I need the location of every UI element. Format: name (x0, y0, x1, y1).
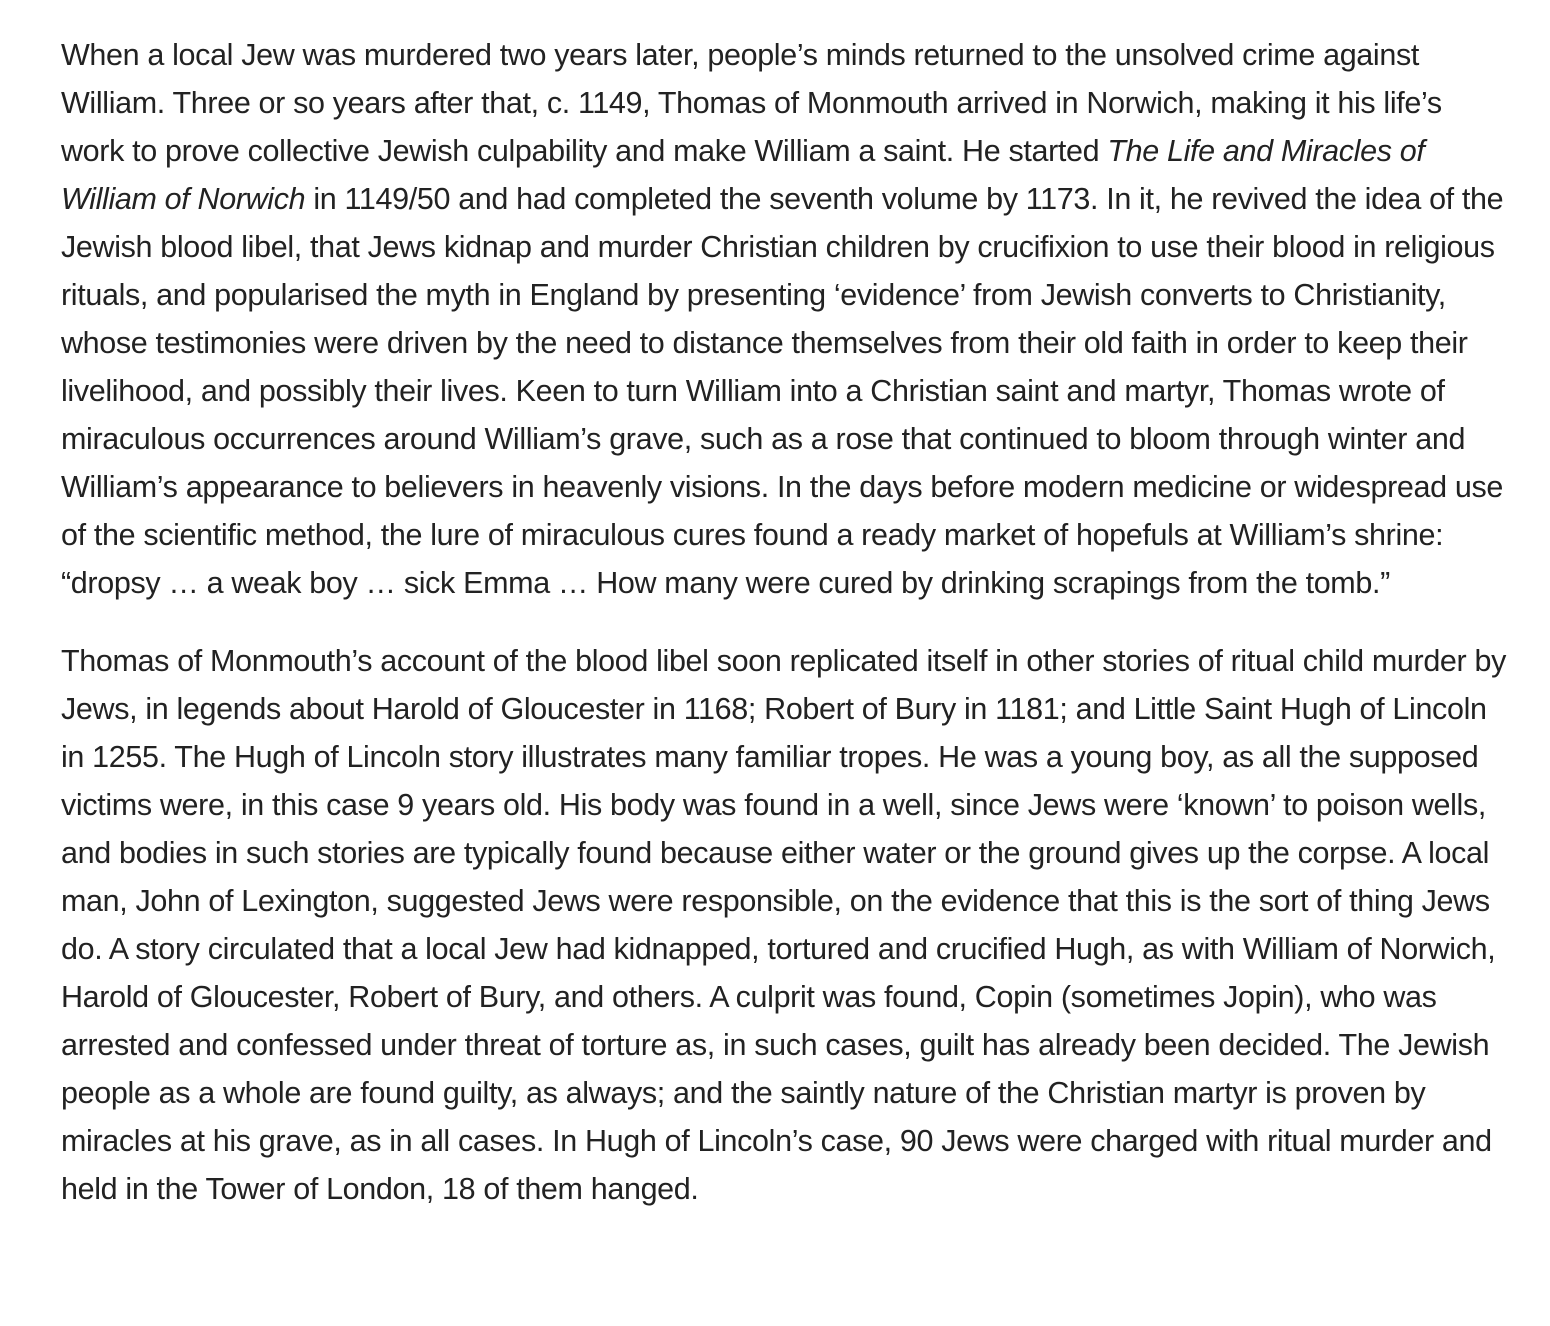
paragraph-text-after-title: in 1149/50 and had completed the seventh volume by 1173. In it, he revived the idea of the Jewish blood libel, that Jews kidnap and murder Christian children by crucifixion to use their blood in religious rituals, and popularised the myth in England by presenting ‘evidence’ from Jewish converts to Christianity, whose testimonies were driven by the need to distance themselves from their old faith in order to keep their livelihood, and possibly their lives. Keen to turn William into a Christian saint and martyr, Thomas wrote of miraculous occurrences around William’s grave, such as a rose that continued to bloom through winter and William’s appearance to believers in heavenly visions. In the days before modern medicine or widespread use of the scientific method, the lure of miraculous cures found a ready market of hopefuls at William’s shrine: “dropsy … a weak boy … sick Emma … How many were cured by drinking scrapings from the tomb.” (61, 182, 1504, 600)
book-title: The Life and Miracles of William of Norwich (61, 134, 1425, 216)
paragraph-blood-libel-stories: Thomas of Monmouth’s account of the blood libel soon replicated itself in other stories of ritual child murder by Jews, in legends about Harold of Gloucester in 1168; Robert of Bury in 1181; and Little Saint Hugh of Lincoln in 1255. The Hugh of Lincoln story illustrates many familiar tropes. He was a young boy, as all the supposed victims were, in this case 9 years old. His body was found in a well, since Jews were ‘known’ to poison wells, and bodies in such stories are typically found because either water or the ground gives up the corpse. A local man, John of Lexington, suggested Jews were responsible, on the evidence that this is the sort of thing Jews do. A story circulated that a local Jew had kidnapped, tortured and crucified Hugh, as with William of Norwich, Harold of Gloucester, Robert of Bury, and others. A culprit was found, Copin (sometimes Jopin), who was arrested and confessed under threat of torture as, in such cases, guilt has already been decided. The Jewish people as a whole are found guilty, as always; and the saintly nature of the Christian martyr is proven by miracles at his grave, as in all cases. In Hugh of Lincoln’s case, 90 Jews were charged with ritual murder and held in the Tower of London, 18 of them hanged. (61, 644, 1506, 1206)
paragraph-thomas-of-monmouth (61, 31, 1506, 607)
paragraph-text-before-title: When a local Jew was murdered two years later, people’s minds returned to the unsolved crime against William. Three or so years after that, c. 1149, Thomas of Monmouth arrived in Norwich, making it his life’s work to prove collective Jewish culpability and make William a saint. He started (61, 38, 1442, 168)
article-body (61, 31, 1506, 1213)
